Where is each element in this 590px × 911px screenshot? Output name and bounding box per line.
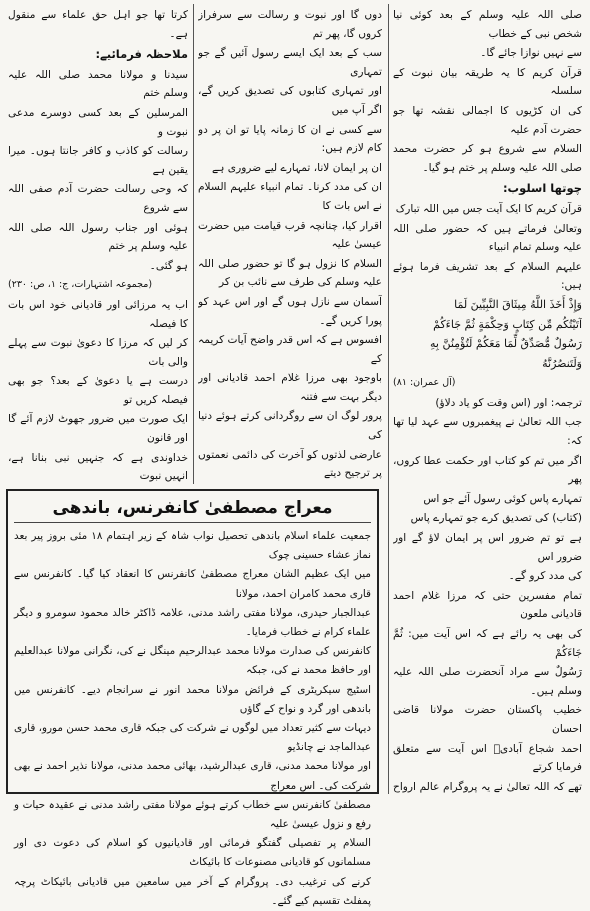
text-line: المرسلین کے بعد کسی دوسرے مدعی نبوت و [8, 104, 188, 141]
text-line: علیہم السلام کے بعد تشریف فرما ہوئے ہیں: [393, 258, 582, 295]
text-line: اسٹیج سیکریٹری کے فرائض مولانا محمد انور نے سرانجام دیے۔ کانفرنس میں باندھی اور گرد و نواح کے گاؤں [14, 681, 371, 719]
verse-reference: (آل عمران: ۸۱) [393, 374, 582, 393]
text-line: ملاحظہ فرمائیے: [8, 45, 188, 64]
text-line: وتعالیٰ فرماتے ہیں کہ حضور صلی اللہ علیہ وسلم تمام انبیاء [393, 220, 582, 257]
text-line: السلام پر تفصیلی گفتگو فرمائی اور قادیانیوں کو اسلام کی دعوت دی اور مسلمانوں کو قادیانی مصنوعات کا بائیکاٹ [14, 834, 371, 872]
text-line: (کتاب) کی تصدیق کرے جو تمہارے پاس [393, 509, 582, 528]
text-line: قرآن کریم کا یہ طریقہ بیان نبوت کے سلسلہ [393, 64, 582, 101]
text-line: آسمان سے نازل ہوں گے اور اس عہد کو پورا کریں گے۔ [198, 293, 382, 330]
text-line: اور مولانا محمد مدنی، قاری عبدالرشید، بھائی محمد مدنی، مولانا نذیر احمد نے بھی شرکت کی۔ اس معراج [14, 757, 371, 795]
text-line: سیدنا و مولانا محمد صلی اللہ علیہ وسلم ختم [8, 66, 188, 103]
text-line: کانفرنس کی صدارت مولانا محمد عبدالرحیم مینگل نے کی، نگرانی مولانا عبدالعلیم اور حافظ محمد نے کی، جبکہ [14, 642, 371, 680]
text-line: رسالت کو کاذب و کافر جانتا ہوں۔ میرا یقین ہے [8, 142, 188, 179]
text-line: کی بھی یہ رائے ہے کہ اس آیت میں: ثُمَّ جَاءَكُمْ [393, 625, 582, 662]
text-line: خداوندی ہے کہ جنہیں نبی بنانا ہے، انہیں نبوت [8, 449, 188, 484]
text-line: افسوس ہے کہ اس قدر واضح آیات کریمہ کے [198, 331, 382, 368]
text-line: درست ہے یا دعویٰ کے بعد؟ جو بھی فیصلہ کریں تو [8, 372, 188, 409]
text-line: کر لیں کہ مرزا کا دعویٰ نبوت سے پہلے والی بات [8, 334, 188, 371]
section-heading: چوتھا اسلوب: [393, 179, 582, 198]
text-line: جمعیت علماء اسلام باندھی تحصیل نواب شاہ کے زیر اہتمام ۱۸ مئی بروز پیر بعد نماز عشاء حسینی چوک [14, 527, 371, 565]
column-middle [198, 6, 382, 484]
text-line: سب کے بعد ایک ایسے رسول آئیں گے جو تمہاری [198, 44, 382, 81]
text-line: جب اللہ تعالیٰ نے پیغمبروں سے عہد لیا تھا کہ: [393, 413, 582, 450]
quran-verse-line: وَلَتَنصُرُنَّهُ [393, 355, 582, 374]
text-line: خطیب پاکستان حضرت مولانا قاضی احسان [393, 701, 582, 738]
column-right [393, 6, 582, 796]
text-line: سے کسی نے ان کا زمانہ پایا تو ان پر دو کام لازم ہیں: [198, 121, 382, 158]
quran-verse-line: وَإِذْ أَخَذَ اللَّهُ مِيثَاقَ النَّبِيِّينَ لَمَا [393, 296, 582, 315]
text-line: اور تمہاری کتابوں کی تصدیق کریں گے، اگر آپ میں [198, 82, 382, 119]
text-line: احمد شجاع آبادیؒ اس آیت سے متعلق فرمایا کرتے [393, 740, 582, 777]
text-line: ان پر ایمان لانا، تمہارے لیے ضروری ہے [198, 159, 382, 178]
text-line: تمہارے پاس کوئی رسول آئے جو اس [393, 490, 582, 509]
text-line: دیہات سے کثیر تعداد میں لوگوں نے شرکت کی جبکہ قاری محمد حسن مورو، قاری عبدالماجد نے چانڈیو [14, 719, 371, 757]
text-line: ترجمہ: اور (اس وقت کو یاد دلاؤ) [393, 394, 582, 413]
text-line: السلام کا نزول ہو گا تو حضور صلی اللہ علیہ وسلم کی طرف سے نائب بن کر [198, 255, 382, 292]
text-line: اگر میں تم کو کتاب اور حکمت عطا کروں، پھر [393, 452, 582, 489]
text-line: پرور لوگ ان سے روگردانی کرتے ہوئے دنیا کی [198, 407, 382, 444]
text-line: عارضی لذتوں کو آخرت کی دائمی نعمتوں پر ترجیح دیتے [198, 446, 382, 483]
text-line: باوجود بھی مرزا غلام احمد قادیانی اور دیگر بہت سے فتنہ [198, 369, 382, 406]
text-line: تھے کہ اللہ تعالیٰ نے یہ پروگرام عالم ارواح [393, 778, 582, 796]
text-line: کی ان کڑیوں کا اجمالی نقشہ تھا جو حضرت آدم علیہ [393, 102, 582, 139]
citation: (مجموعہ اشتہارات، ج: ۱، ص: ۲۳۰) [8, 276, 188, 295]
news-box-title: معراج مصطفیٰ کانفرنس، باندھی [14, 497, 371, 523]
text-line: ہو گئی۔ [8, 257, 188, 276]
text-line: السلام سے شروع ہو کر حضرت محمد صلی اللہ علیہ وسلم پر ختم ہو گیا۔ [393, 140, 582, 177]
text-line: کرنے کی ترغیب دی۔ پروگرام کے آخر میں سامعین میں قادیانی بائیکاٹ پرچہ پمفلٹ تقسیم کیے گئے۔ [14, 873, 371, 911]
text-line: سے نہیں نوازا جائے گا۔ [393, 44, 582, 63]
text-line: کی مدد کرو گے۔ [393, 567, 582, 586]
text-line: ایک صورت میں ضرور جھوٹ لازم آئے گا اور قانون [8, 410, 188, 447]
text-line: اب یہ مرزائی اور قادیانی خود اس بات کا فیصلہ [8, 296, 188, 333]
news-box-body [14, 527, 371, 911]
text-line: مصطفیٰ کانفرنس سے خطاب کرتے ہوئے مولانا مفتی راشد مدنی نے عقیدہ حیات و رفع و نزول عیسیٰ علیہ [14, 796, 371, 834]
text-line: قرآن کریم کا ایک آیت جس میں اللہ تبارک [393, 200, 582, 219]
text-line: کرتا تھا جو اہل حق علماء سے منقول ہے۔ [8, 6, 188, 43]
text-line: کہ وحی رسالت حضرت آدم صفی اللہ سے شروع [8, 180, 188, 217]
column-divider [193, 4, 194, 484]
text-line: صلی اللہ علیہ وسلم کے بعد کوئی نیا شخص نبی کے خطاب [393, 6, 582, 43]
text-line: دوں گا اور نبوت و رسالت سے سرفراز کروں گا، پھر تم [198, 6, 382, 43]
column-divider [388, 4, 389, 794]
news-box [6, 489, 379, 794]
text-line: اقرار کیا، چنانچہ قرب قیامت میں حضرت عیسیٰ علیہ [198, 217, 382, 254]
text-line: عبدالجبار حیدری، مولانا مفتی راشد مدنی، علامہ ڈاکٹر خالد محمود سومرو و دیگر علماء کرام نے خطاب فرمایا۔ [14, 604, 371, 642]
text-line: میں ایک عظیم الشان معراج مصطفیٰ کانفرنس کا انعقاد کیا گیا۔ کانفرنس سے قاری محمد کامران احمد، مولانا [14, 565, 371, 603]
text-line: ہوئی اور جناب رسول اللہ صلی اللہ علیہ وسلم پر ختم [8, 219, 188, 256]
column-left [8, 6, 188, 484]
text-line: ان کی مدد کرنا۔ تمام انبیاء علیہم السلام نے اس بات کا [198, 178, 382, 215]
text-line: تمام مفسرین حتی کہ مرزا غلام احمد قادیانی ملعون [393, 587, 582, 624]
quran-verse-line: رَسُولٌ مُّصَدِّقٌ لِّمَا مَعَكُمْ لَتُؤْمِنُنَّ بِهِ [393, 335, 582, 354]
text-line: رَسُولٌ سے مراد آنحضرت صلی اللہ علیہ وسلم ہیں۔ [393, 663, 582, 700]
text-line: ہے تو تم ضرور اس پر ایمان لاؤ گے اور ضرور اس [393, 529, 582, 566]
quran-verse-line: آتَيْتُكُم مِّن كِتَابٍ وَحِكْمَةٍ ثُمَّ جَاءَكُمْ [393, 316, 582, 335]
